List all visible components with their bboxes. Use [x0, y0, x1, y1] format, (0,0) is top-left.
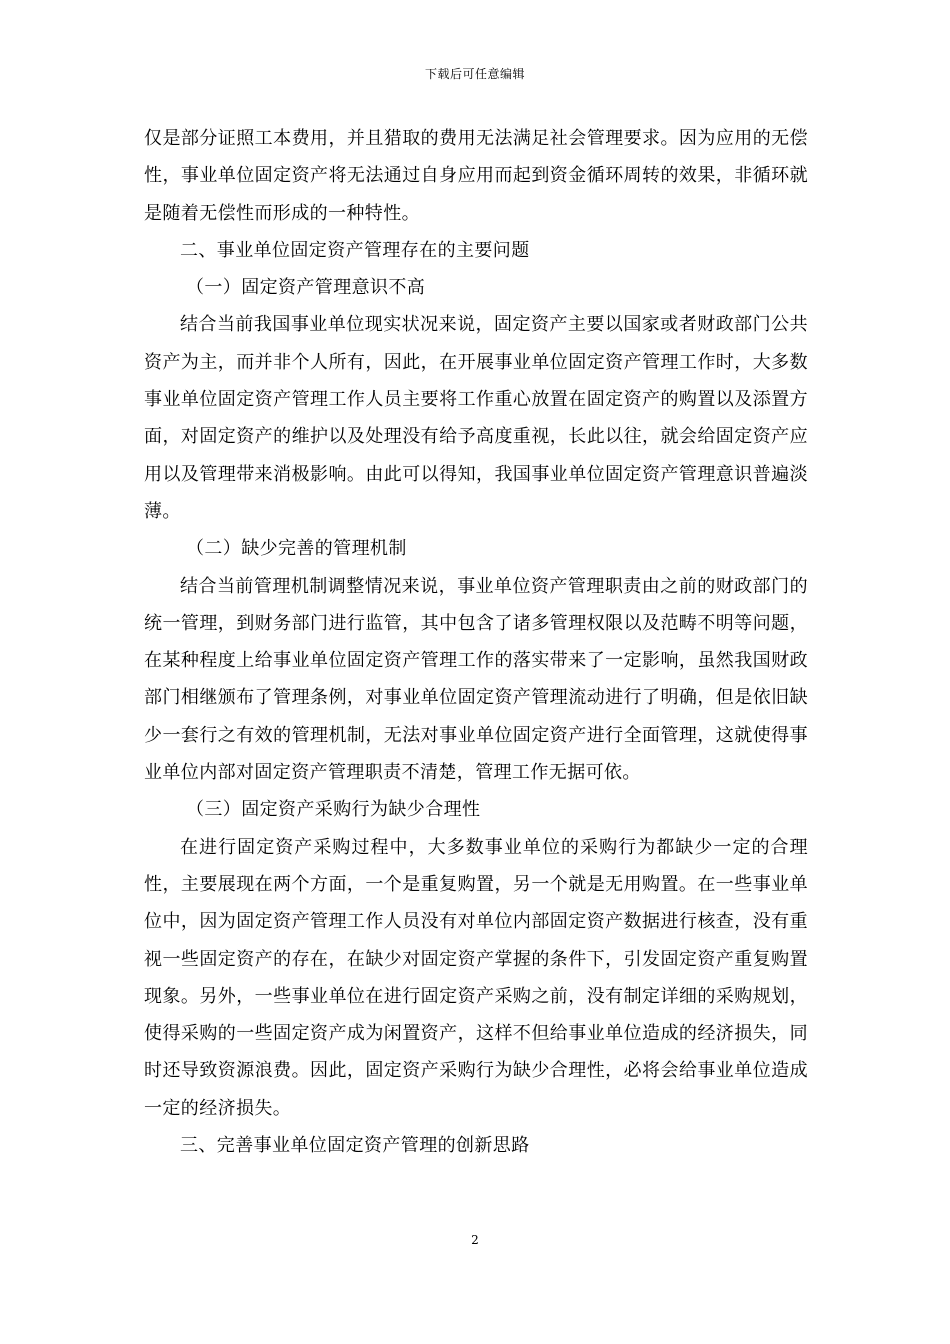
page-header: 下载后可任意编辑 — [424, 67, 525, 81]
paragraph-awareness: 结合当前我国事业单位现实状况来说，固定资产主要以国家或者财政部门公共资产为主，而并非个人所有，因此，在开展事业单位固定资产管理工作时，大多数事业单位固定资产管理工作人员主要将工作重心放置在固定资产的购置以及添置方面，对固定资产的维护以及处理没有给予高度重视，长此以往，就会给固定资产应用以及管理带来消极影响。由此可以得知，我国事业单位固定资产管理意识普遍淡薄。 — [144, 314, 808, 522]
paragraph-mechanism: 结合当前管理机制调整情况来说，事业单位资产管理职责由之前的财政部门的统一管理，到财务部门进行监管，其中包含了诸多管理权限以及范畴不明等问题，在某种程度上给事业单位固定资产管理工作的落实带来了一定影响，虽然我国财政部门相继颁布了管理条例，对事业单位固定资产管理流动进行了明确，但是依旧缺少一套行之有效的管理机制，无法对事业单位固定资产进行全面管理，这就使得事业单位内部对固定资产管理职责不清楚，管理工作无据可依。 — [144, 575, 808, 784]
subsection-heading-2: （二）缺少完善的管理机制 — [186, 538, 407, 560]
subsection-heading-1: （一）固定资产管理意识不高 — [186, 277, 426, 299]
document-body — [144, 120, 808, 1164]
section-heading-3: 三、完善事业单位固定资产管理的创新思路 — [180, 1135, 530, 1157]
paragraph-procurement: 在进行固定资产采购过程中，大多数事业单位的采购行为都缺少一定的合理性，主要展现在两个方面，一个是重复购置，另一个就是无用购置。在一些事业单位中，因为固定资产管理工作人员没有对单位内部固定资产数据进行核查，没有重视一些固定资产的存在，在缺少对固定资产掌握的条件下，引发固定资产重复购置现象。另外，一些事业单位在进行固定资产采购之前，没有制定详细的采购规划，使得采购的一些固定资产成为闲置资产，这样不但给事业单位造成的经济损失，同时还导致资源浪费。因此，固定资产采购行为缺少合理性，必将会给事业单位造成一定的经济损失。 — [144, 836, 808, 1119]
page-number: 2 — [471, 1233, 479, 1247]
paragraph-continuation: 仅是部分证照工本费用，并且猎取的费用无法满足社会管理要求。因为应用的无偿性，事业单位固定资产将无法通过自身应用而起到资金循环周转的效果，非循环就是随着无偿性而形成的一种特性。 — [144, 128, 808, 224]
subsection-heading-3: （三）固定资产采购行为缺少合理性 — [186, 799, 481, 821]
section-heading-2: 二、事业单位固定资产管理存在的主要问题 — [180, 239, 530, 261]
